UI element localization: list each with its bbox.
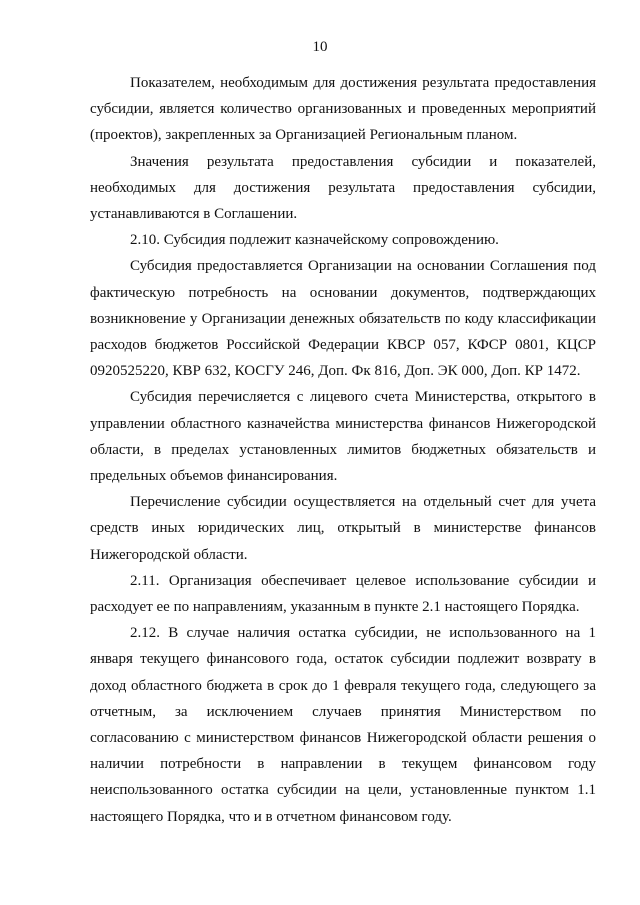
paragraph-subsidy-basis: Субсидия предоставляется Организации на основании Соглашения под фактическую потребность на основании документов, подтверждающих возникновение у Организации денежных обязательств по коду классификации расходов бюджетов Российской Федерации КВСР 057, КФСР 0801, КЦСР 0920525220, КВР 632, КОСГУ 246, Доп. Фк 816, Доп. ЭК 000, Доп. КР 1472.	[90, 258, 596, 380]
document-body	[90, 70, 596, 830]
paragraph-subsidy-transfer: Субсидия перечисляется с лицевого счета Министерства, открытого в управлении областного казначейства министерства финансов Нижегородской области, в пределах установленных лимитов бюджетных обязательств и предельных объемов финансирования.	[90, 389, 596, 485]
paragraph-2-10: 2.10. Субсидия подлежит казначейскому сопровождению.	[130, 232, 499, 249]
paragraph-indicator: Показателем, необходимым для достижения результата предоставления субсидии, является количество организованных и проведенных мероприятий (проектов), закрепленных за Организацией Региональным планом.	[90, 75, 596, 144]
paragraph-result-values: Значения результата предоставления субсидии и показателей, необходимых для достижения результата предоставления субсидии, устанавливаются в Соглашении.	[90, 153, 596, 223]
paragraph-separate-account: Перечисление субсидии осуществляется на отдельный счет для учета средств иных юридических лиц, открытый в министерстве финансов Нижегородской области.	[90, 494, 596, 563]
paragraph-2-12: 2.12. В случае наличия остатка субсидии, не использованного на 1 января текущего финансового года, остаток субсидии подлежит возврату в доход областного бюджета в срок до 1 февраля текущего года, следующего за отчетным, за исключением случаев принятия Министерством по согласованию с министерством финансов Нижегородской области решения о наличии потребности в направлении в текущем финансовом году неиспользованного остатка субсидии на цели, установленные пунктом 1.1 настоящего Порядка, что и в отчетном финансовом году.	[90, 625, 596, 825]
page-number: 10	[312, 39, 328, 55]
paragraph-2-11: 2.11. Организация обеспечивает целевое использование субсидии и расходует ее по направлениям, указанным в пункте 2.1 настоящего Порядка.	[90, 572, 596, 616]
